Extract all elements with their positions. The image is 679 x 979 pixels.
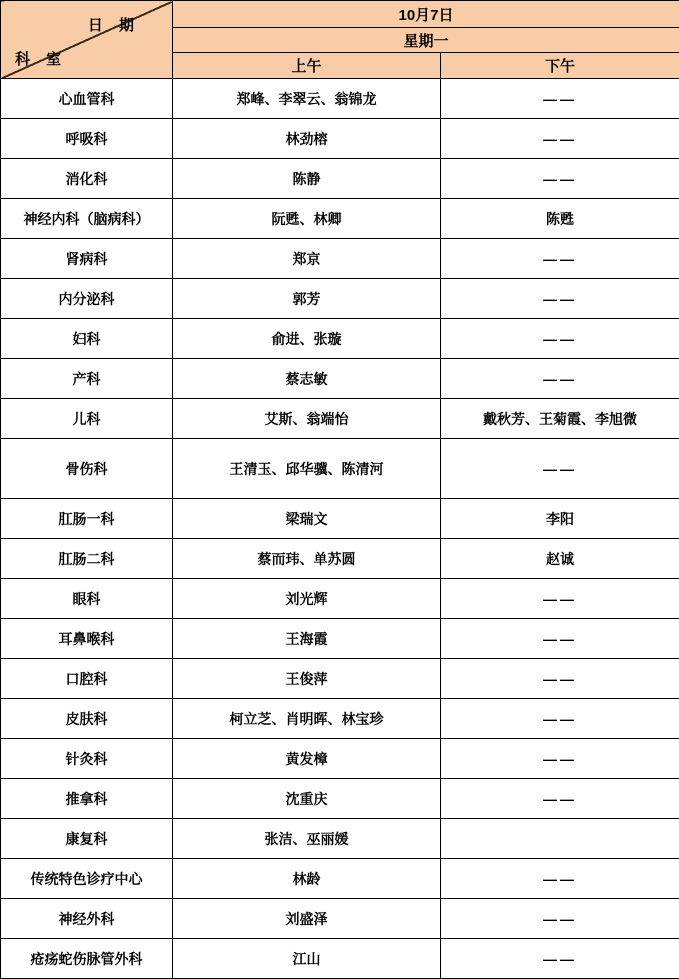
dept-cell: 骨伤科	[1, 439, 173, 499]
morning-cell: 陈静	[173, 159, 441, 199]
dept-cell: 儿科	[1, 399, 173, 439]
morning-cell: 郑京	[173, 239, 441, 279]
dept-cell: 心血管科	[1, 79, 173, 119]
table-row	[1, 579, 679, 619]
dept-cell: 疮疡蛇伤脉管外科	[1, 939, 173, 979]
afternoon-cell: 陈甦	[441, 199, 679, 239]
afternoon-cell: ——	[441, 159, 679, 199]
table-row	[1, 499, 679, 539]
dept-cell: 康复科	[1, 819, 173, 859]
dept-cell: 耳鼻喉科	[1, 619, 173, 659]
dept-cell: 神经外科	[1, 899, 173, 939]
corner-date-label: 日 期	[87, 17, 140, 34]
table-row	[1, 539, 679, 579]
table-row	[1, 359, 679, 399]
morning-cell: 蔡志敏	[173, 359, 441, 399]
table-row	[1, 279, 679, 319]
table-row	[1, 159, 679, 199]
dept-cell: 消化科	[1, 159, 173, 199]
morning-cell: 沈重庆	[173, 779, 441, 819]
corner-header-cell	[1, 1, 173, 79]
afternoon-cell: ——	[441, 579, 679, 619]
dept-cell: 肛肠二科	[1, 539, 173, 579]
morning-cell: 张洁、巫丽媛	[173, 819, 441, 859]
table-row	[1, 779, 679, 819]
dept-cell: 呼吸科	[1, 119, 173, 159]
table-row	[1, 699, 679, 739]
afternoon-cell: ——	[441, 859, 679, 899]
morning-cell: 梁瑞文	[173, 499, 441, 539]
afternoon-cell: ——	[441, 319, 679, 359]
weekday-header-cell: 星期一	[173, 28, 679, 53]
dept-cell: 针灸科	[1, 739, 173, 779]
morning-cell: 艾斯、翁端怡	[173, 399, 441, 439]
afternoon-cell	[441, 819, 679, 859]
afternoon-cell: ——	[441, 779, 679, 819]
table-row	[1, 659, 679, 699]
morning-cell: 王海霞	[173, 619, 441, 659]
afternoon-cell: ——	[441, 899, 679, 939]
dept-cell: 产科	[1, 359, 173, 399]
afternoon-cell: ——	[441, 119, 679, 159]
afternoon-cell: ——	[441, 279, 679, 319]
afternoon-header-cell: 下午	[441, 53, 679, 79]
afternoon-cell: ——	[441, 739, 679, 779]
morning-cell: 王俊萍	[173, 659, 441, 699]
morning-cell: 阮甦、林卿	[173, 199, 441, 239]
table-row	[1, 819, 679, 859]
afternoon-cell: 李阳	[441, 499, 679, 539]
afternoon-cell: ——	[441, 699, 679, 739]
dept-cell: 肾病科	[1, 239, 173, 279]
morning-cell: 郭芳	[173, 279, 441, 319]
dept-cell: 妇科	[1, 319, 173, 359]
morning-cell: 刘盛泽	[173, 899, 441, 939]
morning-cell: 柯立芝、肖明晖、林宝珍	[173, 699, 441, 739]
table-row	[1, 79, 679, 119]
afternoon-cell: ——	[441, 619, 679, 659]
afternoon-cell: ——	[441, 939, 679, 979]
dept-cell: 传统特色诊疗中心	[1, 859, 173, 899]
morning-cell: 俞进、张璇	[173, 319, 441, 359]
afternoon-cell: ——	[441, 239, 679, 279]
afternoon-cell: 赵诚	[441, 539, 679, 579]
table-row	[1, 199, 679, 239]
afternoon-cell: ——	[441, 439, 679, 499]
schedule-body	[1, 79, 679, 979]
morning-cell: 郑峰、李翠云、翁锦龙	[173, 79, 441, 119]
dept-cell: 神经内科（脑病科）	[1, 199, 173, 239]
table-row	[1, 619, 679, 659]
date-header-cell: 10月7日	[173, 1, 679, 28]
morning-cell: 蔡而玮、单苏圆	[173, 539, 441, 579]
morning-cell: 刘光辉	[173, 579, 441, 619]
morning-cell: 王清玉、邱华骥、陈清河	[173, 439, 441, 499]
schedule-header	[1, 1, 679, 79]
table-row	[1, 319, 679, 359]
dept-cell: 皮肤科	[1, 699, 173, 739]
dept-cell: 肛肠一科	[1, 499, 173, 539]
dept-cell: 内分泌科	[1, 279, 173, 319]
table-row	[1, 439, 679, 499]
table-row	[1, 119, 679, 159]
morning-cell: 林龄	[173, 859, 441, 899]
table-row	[1, 739, 679, 779]
table-row	[1, 399, 679, 439]
table-row	[1, 239, 679, 279]
afternoon-cell: ——	[441, 359, 679, 399]
table-row	[1, 859, 679, 899]
morning-cell: 林劲榕	[173, 119, 441, 159]
dept-cell: 口腔科	[1, 659, 173, 699]
morning-header-cell: 上午	[173, 53, 441, 79]
corner-dept-label: 科 室	[15, 51, 68, 68]
header-row-date	[1, 1, 679, 28]
table-row	[1, 899, 679, 939]
dept-cell: 推拿科	[1, 779, 173, 819]
table-row	[1, 939, 679, 979]
dept-cell: 眼科	[1, 579, 173, 619]
afternoon-cell: 戴秋芳、王菊霞、李旭微	[441, 399, 679, 439]
morning-cell: 江山	[173, 939, 441, 979]
morning-cell: 黄发樟	[173, 739, 441, 779]
afternoon-cell: ——	[441, 659, 679, 699]
afternoon-cell: ——	[441, 79, 679, 119]
